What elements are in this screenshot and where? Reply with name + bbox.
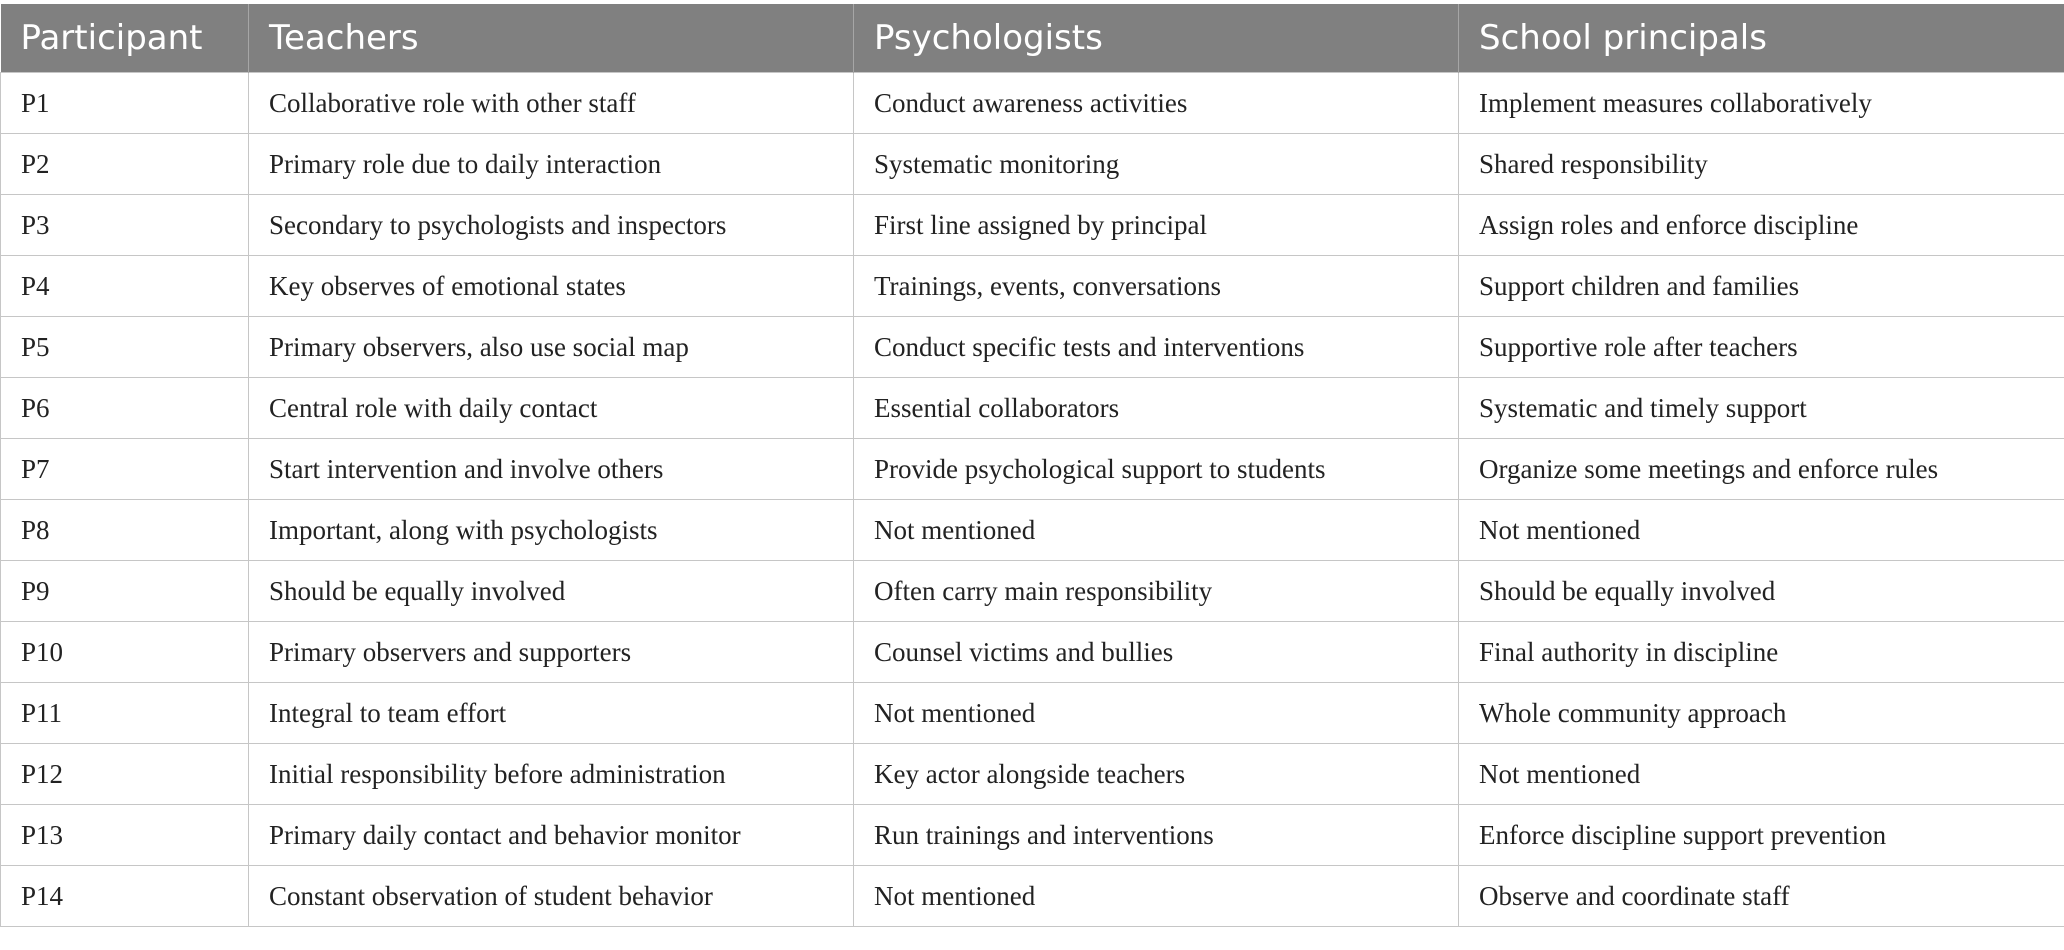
- cell-school-principals: Support children and families: [1459, 256, 2064, 317]
- cell-school-principals: Should be equally involved: [1459, 561, 2064, 622]
- cell-participant: P6: [1, 378, 249, 439]
- cell-psychologists: Essential collaborators: [854, 378, 1459, 439]
- header-school-principals: School principals: [1459, 4, 2064, 73]
- cell-teachers: Collaborative role with other staff: [249, 73, 854, 134]
- table-row: [1, 744, 2064, 805]
- roles-table: [0, 4, 2064, 927]
- cell-teachers: Important, along with psychologists: [249, 500, 854, 561]
- cell-psychologists: Not mentioned: [854, 683, 1459, 744]
- table-row: [1, 622, 2064, 683]
- cell-teachers: Constant observation of student behavior: [249, 866, 854, 927]
- cell-psychologists: First line assigned by principal: [854, 195, 1459, 256]
- header-row: [1, 4, 2064, 73]
- cell-school-principals: Shared responsibility: [1459, 134, 2064, 195]
- table-row: [1, 378, 2064, 439]
- cell-teachers: Integral to team effort: [249, 683, 854, 744]
- table-row: [1, 195, 2064, 256]
- cell-participant: P5: [1, 317, 249, 378]
- table-row: [1, 134, 2064, 195]
- cell-school-principals: Enforce discipline support prevention: [1459, 805, 2064, 866]
- cell-participant: P1: [1, 73, 249, 134]
- cell-teachers: Key observes of emotional states: [249, 256, 854, 317]
- table-body: [1, 73, 2064, 927]
- cell-participant: P9: [1, 561, 249, 622]
- cell-school-principals: Whole community approach: [1459, 683, 2064, 744]
- cell-teachers: Should be equally involved: [249, 561, 854, 622]
- cell-psychologists: Conduct specific tests and interventions: [854, 317, 1459, 378]
- cell-psychologists: Counsel victims and bullies: [854, 622, 1459, 683]
- table-row: [1, 561, 2064, 622]
- cell-school-principals: Systematic and timely support: [1459, 378, 2064, 439]
- cell-participant: P14: [1, 866, 249, 927]
- cell-psychologists: Provide psychological support to students: [854, 439, 1459, 500]
- table-row: [1, 439, 2064, 500]
- table-row: [1, 500, 2064, 561]
- cell-school-principals: Implement measures collaboratively: [1459, 73, 2064, 134]
- cell-psychologists: Often carry main responsibility: [854, 561, 1459, 622]
- cell-participant: P13: [1, 805, 249, 866]
- cell-participant: P10: [1, 622, 249, 683]
- header-psychologists: Psychologists: [854, 4, 1459, 73]
- cell-teachers: Secondary to psychologists and inspectors: [249, 195, 854, 256]
- cell-school-principals: Not mentioned: [1459, 500, 2064, 561]
- cell-psychologists: Not mentioned: [854, 500, 1459, 561]
- cell-participant: P8: [1, 500, 249, 561]
- cell-teachers: Central role with daily contact: [249, 378, 854, 439]
- cell-psychologists: Trainings, events, conversations: [854, 256, 1459, 317]
- table-header: [1, 4, 2064, 73]
- table-row: [1, 683, 2064, 744]
- cell-school-principals: Organize some meetings and enforce rules: [1459, 439, 2064, 500]
- roles-table-container: [0, 4, 2064, 927]
- cell-teachers: Initial responsibility before administration: [249, 744, 854, 805]
- cell-teachers: Primary daily contact and behavior monitor: [249, 805, 854, 866]
- cell-psychologists: Not mentioned: [854, 866, 1459, 927]
- header-teachers: Teachers: [249, 4, 854, 73]
- header-participant: Participant: [1, 4, 249, 73]
- cell-psychologists: Conduct awareness activities: [854, 73, 1459, 134]
- table-row: [1, 805, 2064, 866]
- cell-participant: P11: [1, 683, 249, 744]
- cell-school-principals: Not mentioned: [1459, 744, 2064, 805]
- cell-psychologists: Run trainings and interventions: [854, 805, 1459, 866]
- cell-teachers: Primary observers and supporters: [249, 622, 854, 683]
- table-row: [1, 866, 2064, 927]
- cell-psychologists: Key actor alongside teachers: [854, 744, 1459, 805]
- cell-participant: P4: [1, 256, 249, 317]
- cell-school-principals: Supportive role after teachers: [1459, 317, 2064, 378]
- cell-participant: P12: [1, 744, 249, 805]
- table-row: [1, 317, 2064, 378]
- cell-teachers: Primary observers, also use social map: [249, 317, 854, 378]
- cell-participant: P3: [1, 195, 249, 256]
- cell-participant: P2: [1, 134, 249, 195]
- cell-participant: P7: [1, 439, 249, 500]
- cell-school-principals: Observe and coordinate staff: [1459, 866, 2064, 927]
- table-row: [1, 73, 2064, 134]
- cell-teachers: Start intervention and involve others: [249, 439, 854, 500]
- table-row: [1, 256, 2064, 317]
- cell-psychologists: Systematic monitoring: [854, 134, 1459, 195]
- cell-teachers: Primary role due to daily interaction: [249, 134, 854, 195]
- cell-school-principals: Final authority in discipline: [1459, 622, 2064, 683]
- cell-school-principals: Assign roles and enforce discipline: [1459, 195, 2064, 256]
